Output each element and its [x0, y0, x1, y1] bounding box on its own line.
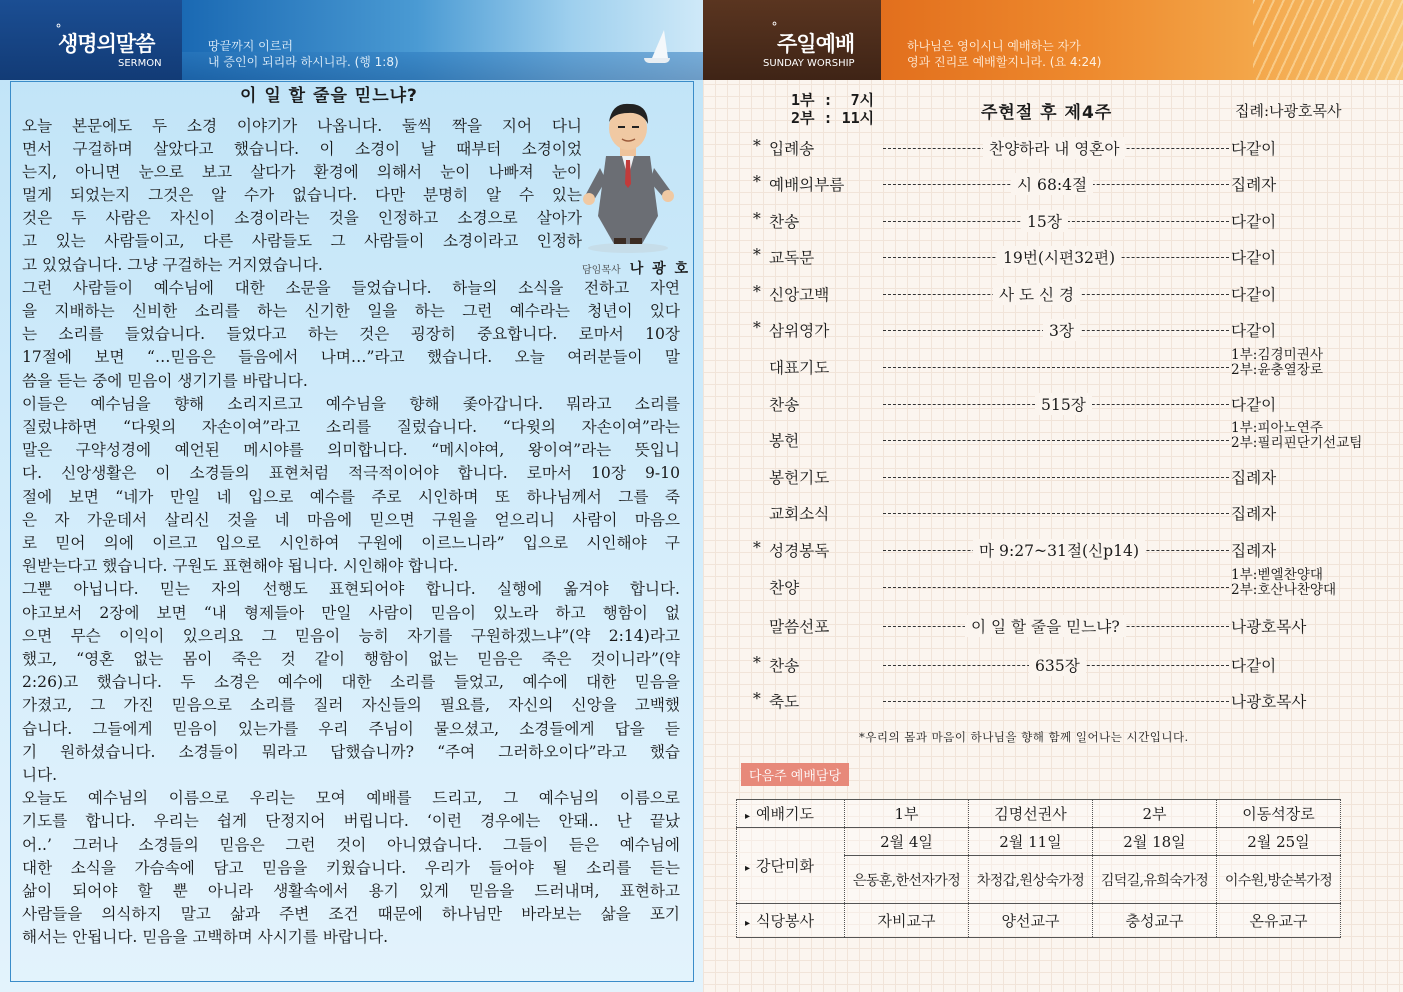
table-cell: 2부 — [1093, 800, 1217, 828]
order-label: 찬양 — [769, 579, 800, 597]
sermon-line: 어..’ 그러나 소경들의 믿음은 그런 것이 아니였습니다. 그들이 듣은 예수님에 — [22, 836, 680, 854]
order-label: 신앙고백 — [769, 286, 830, 304]
order-content: 3장 — [1043, 319, 1080, 341]
pastor-caption — [582, 258, 690, 278]
triangle-bullet-icon: ▸ — [745, 811, 751, 822]
table-cell: 자비교구 — [845, 904, 969, 938]
order-content: 이 일 할 줄을 믿느냐? — [965, 615, 1126, 637]
order-leader-line: 1부:벧엘찬양대 — [1231, 567, 1324, 583]
order-item — [753, 466, 1353, 492]
sermon-line: 것은 두 사람은 자신이 소경이라는 것을 인정하고 소경으로 살아가 — [22, 209, 582, 227]
standing-mark: * — [753, 283, 761, 301]
standing-mark: * — [753, 654, 761, 672]
order-item — [753, 502, 1353, 528]
table-cell: 차정갑,원상숙가정 — [969, 856, 1093, 904]
leader-dashes — [883, 477, 1229, 478]
table-row — [737, 800, 1341, 828]
row-header: ▸ 강단미화 — [737, 828, 845, 904]
sermon-line: 습니다. 그들에게 믿음이 있는가를 우리 주님이 물으셨고, 소경들에게 답을 듣 — [22, 720, 680, 738]
order-leader: 집례자 — [1231, 542, 1277, 560]
service-times: 1부 : 7시 2부 : 11시 — [791, 91, 875, 127]
star-icon: ˚ — [55, 24, 62, 40]
order-label: 봉헌기도 — [769, 469, 830, 487]
star-icon: ˚ — [771, 22, 778, 38]
order-leader — [1231, 348, 1353, 378]
sea-banner-image — [182, 0, 703, 80]
table-cell: 2월 25일 — [1217, 828, 1341, 856]
table-cell: 이동석장로 — [1217, 800, 1341, 828]
sailboat-icon — [652, 30, 668, 58]
order-label: 예배의부름 — [769, 176, 845, 194]
worship-badge-title: 주일예배 — [777, 32, 855, 56]
leader-dashes — [883, 513, 1229, 514]
sermon-line: 기 원하셨습니다. 소경들이 뭐라고 답했습니까? “주여 그러하오이다”라고 했습 — [22, 743, 680, 761]
order-item — [753, 319, 1353, 345]
order-label: 성경봉독 — [769, 542, 830, 560]
standing-mark: * — [753, 173, 761, 191]
standing-mark: * — [753, 246, 761, 264]
sermon-badge — [0, 0, 182, 80]
row-header: ▸ 식당봉사 — [737, 904, 845, 938]
worship-badge-subtitle: SUNDAY WORSHIP — [763, 58, 855, 69]
order-label: 찬송 — [769, 213, 800, 231]
sermon-header — [0, 0, 703, 80]
order-item — [753, 347, 1353, 382]
order-item — [753, 567, 1353, 602]
footnote: *우리의 몸과 마음이 하나님을 향해 함께 일어나는 시간입니다. — [859, 730, 1189, 744]
sermon-line: 질렀냐하면 “다윗의 자손이여”라고 소리를 질렀습니다. “다윗의 자손이여”라는 — [22, 418, 680, 436]
order-item — [753, 210, 1353, 236]
order-leader-line: 1부:피아노연주 — [1231, 420, 1324, 436]
order-item — [753, 393, 1353, 419]
order-leader — [1231, 568, 1353, 598]
sermon-line: 오늘 본문에도 두 소경 이야기가 나옵니다. 둘씩 짝을 지어 다니 — [22, 117, 582, 135]
sermon-line: 으면 무슨 이익이 있으리요 그 믿음이 능히 자기를 구원하겠느냐”(약 2:14)라고 — [22, 627, 680, 645]
sermon-badge-title: 생명의말씀 — [58, 32, 155, 56]
table-cell: 2월 4일 — [845, 828, 969, 856]
sermon-line: 해서는 안됩니다. 믿음을 고백하며 사시기를 바랍니다. — [22, 928, 389, 946]
sermon-line: 고 있는 사람들이고, 다른 사람들도 그 사람들이 소경이라고 인정하 — [22, 232, 582, 250]
order-leader-line: 2부:필리핀단기선교팀 — [1231, 435, 1363, 451]
order-label: 봉헌 — [769, 432, 800, 450]
sermon-line: 2:26)고 했습니다. 두 소경은 예수에 대한 소리를 들었고, 예수에 대한 믿음을 — [22, 673, 680, 691]
table-cell: 은동훈,한선자가정 — [845, 856, 969, 904]
leader-dashes — [883, 367, 1229, 368]
table-cell: 김덕길,유희숙가정 — [1093, 856, 1217, 904]
standing-mark: * — [753, 319, 761, 337]
order-content: 찬양하라 내 영혼아 — [983, 137, 1125, 159]
order-content: 635장 — [1029, 654, 1086, 676]
order-leader: 집례자 — [1231, 176, 1277, 194]
service-title: 주현절 후 제4주 — [981, 103, 1113, 123]
order-item — [753, 654, 1353, 680]
order-leader: 다같이 — [1231, 396, 1277, 414]
row-header: ▸ 예배기도 — [737, 800, 845, 828]
leader-dashes — [883, 701, 1229, 702]
worship-badge — [703, 0, 881, 80]
order-label: 입례송 — [769, 140, 815, 158]
order-item — [753, 690, 1353, 716]
sermon-line: 절에 보면 “네가 만일 네 입으로 예수를 주로 시인하며 또 하나님께서 그를 죽 — [22, 488, 680, 506]
sermon-line: 멀게 되었는지 그것은 알 수가 없습니다. 다만 분명히 알 수 있는 — [22, 186, 582, 204]
wheat-banner-image — [881, 0, 1403, 80]
order-label: 찬송 — [769, 657, 800, 675]
order-content: 마 9:27~31절(신p14) — [973, 539, 1145, 561]
order-leader — [1231, 420, 1363, 451]
sermon-line: 니다. — [22, 766, 58, 784]
table-cell: 온유교구 — [1217, 904, 1341, 938]
table-cell: 김명선권사 — [969, 800, 1093, 828]
sermon-line: 을 지배하는 신비한 소리를 하는 신기한 일을 하는 그런 예수라는 청년이 있다 — [22, 302, 680, 320]
order-label: 축도 — [769, 693, 800, 711]
sermon-line: 는지, 아니면 눈으로 보고 살다가 환경에 의해서 눈이 나빠져 눈이 — [22, 163, 582, 181]
sermon-line: 로 믿어 의에 이르고 입으로 시인하여 구원에 이르느니라” 입으로 시인해야 구 — [22, 534, 680, 552]
order-leader: 집례자 — [1231, 505, 1277, 523]
sermon-line: 은 자 가운데서 살리신 것을 네 마음에 믿으면 구원을 얻으리니 사람이 마음으 — [22, 511, 680, 529]
leader-dashes — [883, 587, 1229, 588]
order-item — [753, 420, 1363, 455]
sermon-line: 말은 구약성경에 예언된 메시야를 의미합니다. “메시야여, 왕이여”라는 뜻입니 — [22, 441, 680, 459]
next-week-label: 다음주 예배담당 — [741, 763, 849, 786]
order-leader: 다같이 — [1231, 286, 1277, 304]
order-leader: 나광호목사 — [1231, 618, 1307, 636]
pastor-role: 담임목사 — [582, 265, 621, 276]
order-leader: 다같이 — [1231, 249, 1277, 267]
table-cell: 1부 — [845, 800, 969, 828]
order-content: 19번(시편32편) — [997, 246, 1121, 268]
order-item — [753, 137, 1353, 163]
sermon-line: 씀을 듣는 중에 믿음이 생기기를 바랍니다. — [22, 372, 308, 390]
order-label: 말씀선포 — [769, 618, 830, 636]
triangle-bullet-icon: ▸ — [745, 918, 751, 929]
sermon-line: 원받는다고 했습니다. 구원도 표현해야 됩니다. 시인해야 합니다. — [22, 557, 459, 575]
order-label: 교회소식 — [769, 505, 830, 523]
sermon-badge-subtitle: SERMON — [118, 58, 162, 69]
order-leader: 집례자 — [1231, 469, 1277, 487]
sermon-line: 17절에 보면 “…믿음은 들음에서 나며…”라고 했습니다. 오늘 여러분들이 말 — [22, 348, 680, 366]
order-leader: 다같이 — [1231, 140, 1277, 158]
order-item — [753, 283, 1353, 309]
order-label: 교독문 — [769, 249, 815, 267]
order-content: 시 68:4절 — [1011, 173, 1093, 195]
sermon-line: 이들은 예수님을 향해 소리지르고 예수님을 향해 좇아갑니다. 뭐라고 소리를 — [22, 395, 680, 413]
wheat-icon — [1253, 0, 1403, 80]
order-item — [753, 173, 1353, 199]
standing-mark: * — [753, 539, 761, 557]
sermon-line: 면서 구걸하며 살았다고 했습니다. 이 소경이 날 때부터 소경이었 — [22, 140, 582, 158]
sermon-line: 야고보서 2장에 보면 “내 형제들아 만일 사람이 믿음이 있노라 하고 행함이 없 — [22, 604, 680, 622]
banner-verse: 땅끝까지 이르러 내 증인이 되리라 하시니라. (행 1:8) — [208, 39, 399, 69]
order-leader: 다같이 — [1231, 657, 1277, 675]
order-leader-line: 2부:호산나찬양대 — [1231, 582, 1337, 598]
table-row — [737, 828, 1341, 856]
table-row — [737, 904, 1341, 938]
order-label: 찬송 — [769, 396, 800, 414]
table-cell: 2월 18일 — [1093, 828, 1217, 856]
order-content: 15장 — [1021, 210, 1068, 232]
order-leader: 다같이 — [1231, 213, 1277, 231]
order-leader-line: 2부:윤충열장로 — [1231, 362, 1324, 378]
sermon-line: 오늘도 예수님의 이름으로 우리는 모여 예배를 드리고, 그 예수님의 이름으로 — [22, 789, 680, 807]
sermon-line: 그런 사람들이 예수님에 대한 소문을 들었습니다. 하늘의 소식을 전하고 자연 — [22, 279, 680, 297]
order-item — [753, 539, 1353, 565]
order-leader: 나광호목사 — [1231, 693, 1307, 711]
sermon-line: 고 있었습니다. 그냥 구걸하는 거지였습니다. — [22, 256, 323, 274]
standing-mark: * — [753, 137, 761, 155]
sermon-line: 삶이 되어야 할 뿐 아니라 생활속에서 용기 있게 믿음을 드러내며, 표현하고 — [22, 882, 680, 900]
order-item — [753, 615, 1353, 641]
order-leader-line: 1부:김경미권사 — [1231, 347, 1324, 363]
banner-verse: 하나님은 영이시니 예배하는 자가 영과 진리로 예배할지니라. (요 4:24) — [907, 39, 1102, 69]
sermon-title: 이 일 할 줄을 믿느냐? — [240, 86, 418, 106]
order-item — [753, 246, 1353, 272]
table-cell: 이수원,방순복가정 — [1217, 856, 1341, 904]
triangle-bullet-icon: ▸ — [745, 863, 751, 874]
table-cell: 양선교구 — [969, 904, 1093, 938]
sermon-line: 했고, “영혼 없는 몸이 죽은 것 같이 행함이 없는 믿음은 죽은 것이니라”(약 — [22, 650, 680, 668]
sermon-line: 사람들을 의식하지 말고 삶과 주변 조건 때문에 하나님만 바라보는 삶을 포기 — [22, 905, 680, 923]
table-cell: 2월 11일 — [969, 828, 1093, 856]
sermon-line: 다. 신앙생활은 이 소경들의 표현처럼 적극적이어야 합니다. 로마서 10장 9-10 — [22, 464, 680, 482]
pastor-name: 나 광 호 — [629, 261, 691, 277]
order-label: 대표기도 — [769, 359, 830, 377]
service-presider: 집례:나광호목사 — [1235, 102, 1342, 120]
sermon-line: 가졌고, 그 가진 믿음으로 소리를 질러 자신들의 필요를, 자신의 신앙을 고백했 — [22, 696, 680, 714]
worship-page — [703, 0, 1403, 992]
sermon-line: 기도를 합니다. 우리는 쉽게 단정지어 버립니다. ‘이런 경우에는 안돼.. 난 끝났 — [22, 812, 680, 830]
order-label: 삼위영가 — [769, 322, 830, 340]
sermon-line: 그뿐 아닙니다. 믿는 자의 선행도 표현되어야 합니다. 실행에 옮겨야 합니다. — [22, 580, 680, 598]
table-cell: 충성교구 — [1093, 904, 1217, 938]
standing-mark: * — [753, 690, 761, 708]
sermon-line: 대한 소식을 가슴속에 담고 믿음을 키웠습니다. 우리가 들어야 될 소리를 듣는 — [22, 859, 680, 877]
standing-mark: * — [753, 210, 761, 228]
order-content: 515장 — [1035, 393, 1092, 415]
duty-table — [736, 799, 1341, 938]
order-content: 사 도 신 경 — [993, 283, 1080, 305]
pastor-illustration — [580, 98, 674, 253]
order-leader: 다같이 — [1231, 322, 1277, 340]
leader-dashes — [883, 440, 1229, 441]
sermon-line: 는 소리를 들었습니다. 들었다고 하는 것은 굉장히 중요합니다. 로마서 10장 — [22, 325, 680, 343]
